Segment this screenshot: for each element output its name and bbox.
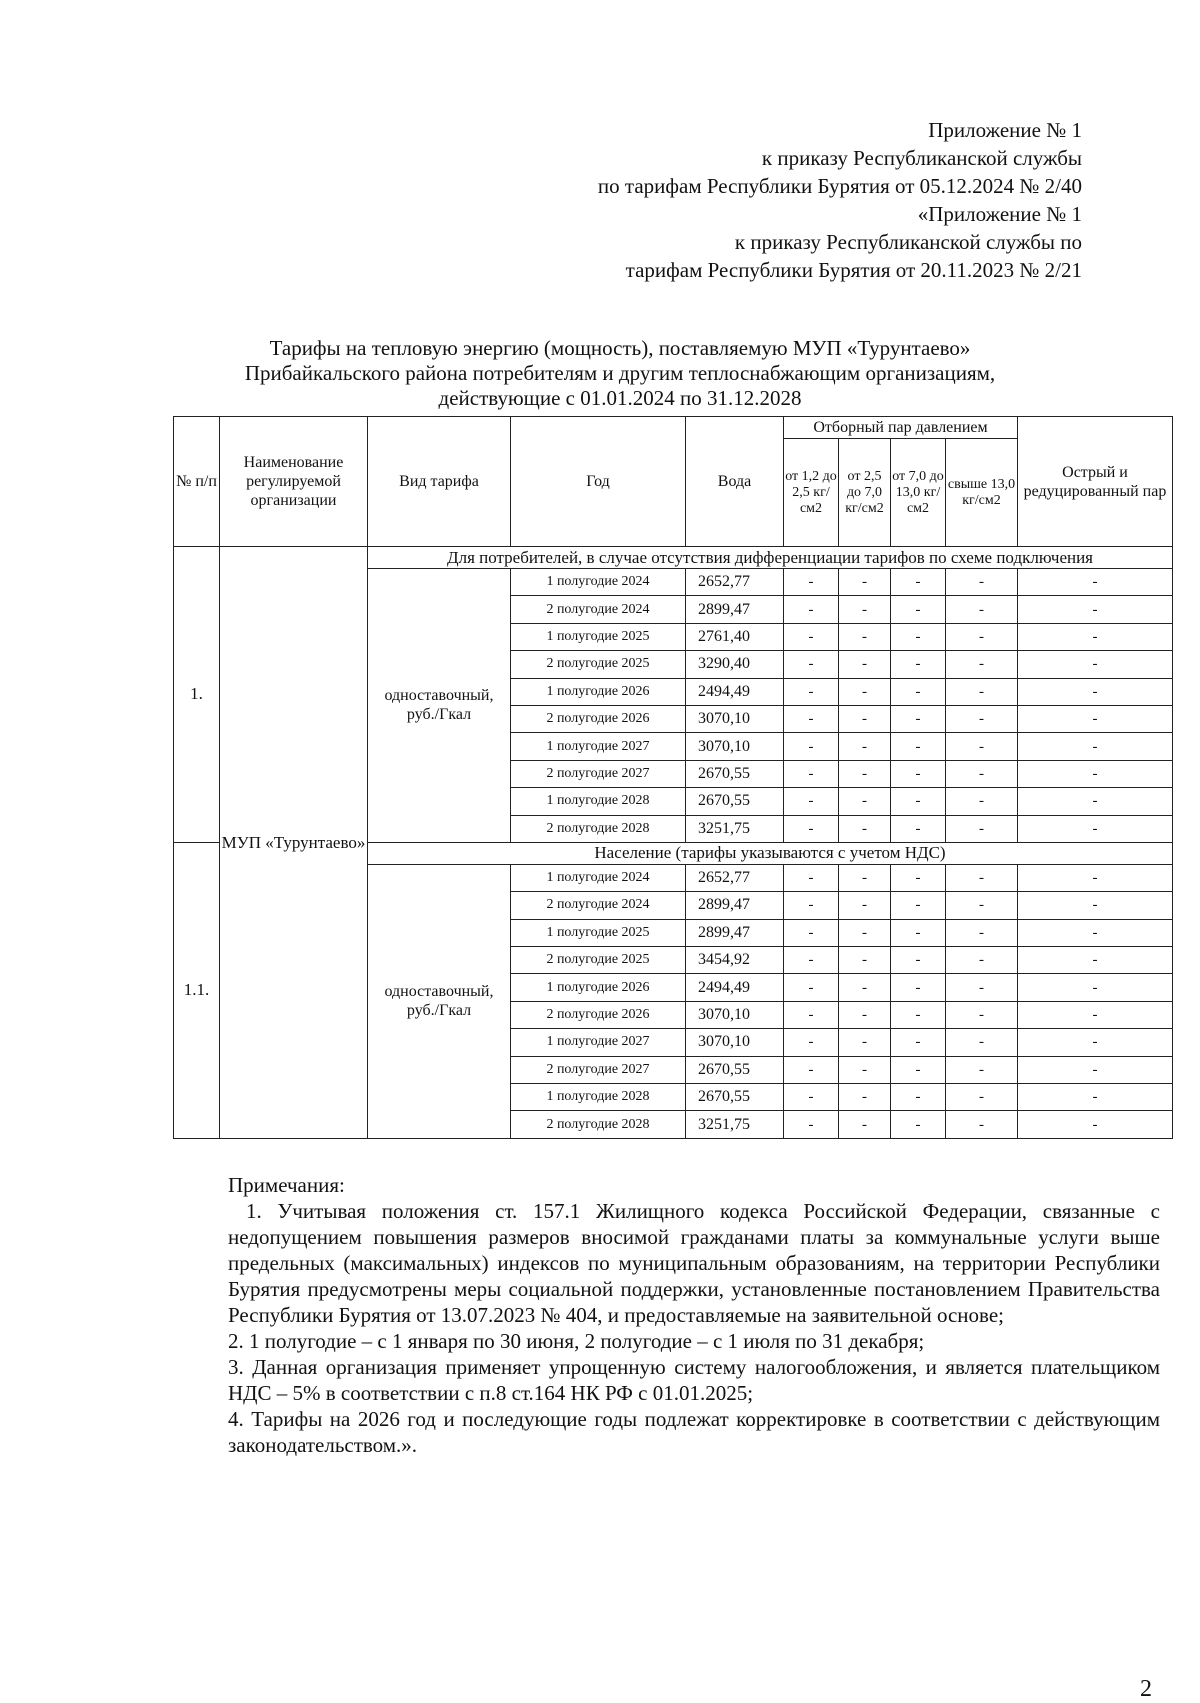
tariff-type: одноставочный, руб./Гкал bbox=[368, 569, 511, 843]
period-cell: 2 полугодие 2025 bbox=[511, 651, 686, 678]
col-header-org: Наименование регулируемой организации bbox=[220, 417, 368, 547]
header-line: к приказу Республиканской службы по bbox=[734, 230, 1082, 254]
col-header-year: Год bbox=[511, 417, 686, 547]
empty-value-cell: - bbox=[784, 864, 839, 891]
empty-value-cell: - bbox=[1018, 788, 1173, 815]
empty-value-cell: - bbox=[784, 623, 839, 650]
header-line: «Приложение № 1 bbox=[917, 202, 1082, 226]
water-value-cell: 2652,77 bbox=[686, 864, 784, 891]
empty-value-cell: - bbox=[784, 919, 839, 946]
title-line: действующие с 01.01.2024 по 31.12.2028 bbox=[438, 386, 802, 410]
empty-value-cell: - bbox=[839, 623, 891, 650]
water-value-cell: 3251,75 bbox=[686, 1111, 784, 1138]
empty-value-cell: - bbox=[839, 1111, 891, 1138]
period-cell: 1 полугодие 2027 bbox=[511, 733, 686, 760]
empty-value-cell: - bbox=[946, 892, 1018, 919]
empty-value-cell: - bbox=[1018, 892, 1173, 919]
section-number: 1. bbox=[174, 547, 220, 843]
empty-value-cell: - bbox=[1018, 760, 1173, 787]
water-value-cell: 2899,47 bbox=[686, 892, 784, 919]
period-cell: 1 полугодие 2026 bbox=[511, 974, 686, 1001]
period-cell: 2 полугодие 2025 bbox=[511, 947, 686, 974]
empty-value-cell: - bbox=[839, 974, 891, 1001]
col-header-pressure-3: от 7,0 до 13,0 кг/см2 bbox=[891, 439, 946, 547]
col-header-steam-group: Отборный пар давлением bbox=[784, 417, 1018, 439]
section-heading: Население (тарифы указываются с учетом НДС) bbox=[368, 842, 1173, 864]
empty-value-cell: - bbox=[891, 623, 946, 650]
empty-value-cell: - bbox=[1018, 947, 1173, 974]
empty-value-cell: - bbox=[784, 815, 839, 842]
empty-value-cell: - bbox=[946, 815, 1018, 842]
section-heading-row bbox=[174, 547, 1173, 569]
empty-value-cell: - bbox=[891, 569, 946, 596]
col-header-num: № п/п bbox=[174, 417, 220, 547]
empty-value-cell: - bbox=[946, 947, 1018, 974]
water-value-cell: 3454,92 bbox=[686, 947, 784, 974]
document-header bbox=[362, 116, 1082, 284]
empty-value-cell: - bbox=[891, 1111, 946, 1138]
empty-value-cell: - bbox=[946, 1056, 1018, 1083]
col-header-type: Вид тарифа bbox=[368, 417, 511, 547]
col-header-pressure-2: от 2,5 до 7,0 кг/см2 bbox=[839, 439, 891, 547]
empty-value-cell: - bbox=[784, 892, 839, 919]
empty-value-cell: - bbox=[946, 651, 1018, 678]
title-line: Тарифы на тепловую энергию (мощность), поставляемую МУП «Турунтаево» bbox=[269, 336, 971, 360]
water-value-cell: 3070,10 bbox=[686, 705, 784, 732]
empty-value-cell: - bbox=[839, 864, 891, 891]
period-cell: 1 полугодие 2026 bbox=[511, 678, 686, 705]
col-header-water: Вода bbox=[686, 417, 784, 547]
col-header-pressure-4: свыше 13,0 кг/см2 bbox=[946, 439, 1018, 547]
empty-value-cell: - bbox=[1018, 1056, 1173, 1083]
period-cell: 2 полугодие 2028 bbox=[511, 1111, 686, 1138]
empty-value-cell: - bbox=[946, 974, 1018, 1001]
section-heading: Для потребителей, в случае отсутствия дифференциации тарифов по схеме подключения bbox=[368, 547, 1173, 569]
water-value-cell: 2670,55 bbox=[686, 1084, 784, 1111]
empty-value-cell: - bbox=[891, 733, 946, 760]
water-value-cell: 2670,55 bbox=[686, 1056, 784, 1083]
section-number: 1.1. bbox=[174, 842, 220, 1138]
empty-value-cell: - bbox=[946, 1029, 1018, 1056]
empty-value-cell: - bbox=[1018, 651, 1173, 678]
water-value-cell: 2494,49 bbox=[686, 974, 784, 1001]
empty-value-cell: - bbox=[784, 651, 839, 678]
empty-value-cell: - bbox=[891, 788, 946, 815]
empty-value-cell: - bbox=[1018, 1029, 1173, 1056]
empty-value-cell: - bbox=[784, 733, 839, 760]
water-value-cell: 2761,40 bbox=[686, 623, 784, 650]
empty-value-cell: - bbox=[891, 705, 946, 732]
empty-value-cell: - bbox=[839, 919, 891, 946]
empty-value-cell: - bbox=[784, 1001, 839, 1028]
period-cell: 2 полугодие 2024 bbox=[511, 596, 686, 623]
col-header-sharp-steam: Острый и редуцированный пар bbox=[1018, 417, 1173, 547]
empty-value-cell: - bbox=[946, 623, 1018, 650]
empty-value-cell: - bbox=[891, 1001, 946, 1028]
empty-value-cell: - bbox=[946, 919, 1018, 946]
empty-value-cell: - bbox=[839, 1029, 891, 1056]
water-value-cell: 2899,47 bbox=[686, 919, 784, 946]
col-header-pressure-1: от 1,2 до 2,5 кг/см2 bbox=[784, 439, 839, 547]
empty-value-cell: - bbox=[1018, 569, 1173, 596]
water-value-cell: 3070,10 bbox=[686, 1001, 784, 1028]
note-item: 1. Учитывая положения ст. 157.1 Жилищного кодекса Российской Федерации, связанные с недопущением повышения размеров вносимой гражданами платы за коммунальные услуги выше предельных (максимальных) индексов по муниципальным образованиям, на территории Республики Бурятия предусмотрены меры социальной поддержки, установленные постановлением Правительства Республики Бурятия от 13.07.2023 № 404, и предоставляемые на заявительной основе; bbox=[228, 1199, 1160, 1327]
note-item: 3. Данная организация применяет упрощенную систему налогообложения, и является плательщиком НДС – 5% в соответствии с п.8 ст.164 НК РФ с 01.01.2025; bbox=[228, 1355, 1160, 1405]
empty-value-cell: - bbox=[1018, 919, 1173, 946]
empty-value-cell: - bbox=[784, 974, 839, 1001]
empty-value-cell: - bbox=[891, 651, 946, 678]
header-line: к приказу Республиканской службы bbox=[761, 146, 1082, 170]
empty-value-cell: - bbox=[839, 569, 891, 596]
empty-value-cell: - bbox=[839, 1084, 891, 1111]
empty-value-cell: - bbox=[891, 596, 946, 623]
empty-value-cell: - bbox=[839, 596, 891, 623]
empty-value-cell: - bbox=[891, 1056, 946, 1083]
period-cell: 2 полугодие 2028 bbox=[511, 815, 686, 842]
empty-value-cell: - bbox=[839, 892, 891, 919]
note-item: 2. 1 полугодие – с 1 января по 30 июня, 2 полугодие – с 1 июля по 31 декабря; bbox=[228, 1329, 925, 1353]
title-line: Прибайкальского района потребителям и другим теплоснабжающим организациям, bbox=[244, 361, 996, 385]
note-item: 4. Тарифы на 2026 год и последующие годы подлежат корректировке в соответствии с действующим законодательством.». bbox=[228, 1407, 1160, 1457]
empty-value-cell: - bbox=[1018, 1001, 1173, 1028]
empty-value-cell: - bbox=[784, 569, 839, 596]
empty-value-cell: - bbox=[784, 1056, 839, 1083]
period-cell: 1 полугодие 2025 bbox=[511, 623, 686, 650]
empty-value-cell: - bbox=[839, 733, 891, 760]
empty-value-cell: - bbox=[784, 1029, 839, 1056]
water-value-cell: 3070,10 bbox=[686, 1029, 784, 1056]
water-value-cell: 3070,10 bbox=[686, 733, 784, 760]
empty-value-cell: - bbox=[784, 705, 839, 732]
empty-value-cell: - bbox=[1018, 623, 1173, 650]
empty-value-cell: - bbox=[891, 760, 946, 787]
water-value-cell: 2652,77 bbox=[686, 569, 784, 596]
empty-value-cell: - bbox=[891, 919, 946, 946]
empty-value-cell: - bbox=[1018, 1084, 1173, 1111]
empty-value-cell: - bbox=[891, 864, 946, 891]
water-value-cell: 2670,55 bbox=[686, 788, 784, 815]
period-cell: 1 полугодие 2025 bbox=[511, 919, 686, 946]
empty-value-cell: - bbox=[891, 1084, 946, 1111]
empty-value-cell: - bbox=[946, 1111, 1018, 1138]
empty-value-cell: - bbox=[946, 788, 1018, 815]
period-cell: 1 полугодие 2028 bbox=[511, 788, 686, 815]
empty-value-cell: - bbox=[1018, 596, 1173, 623]
tariff-type: одноставочный, руб./Гкал bbox=[368, 864, 511, 1138]
document-title bbox=[160, 336, 1080, 411]
empty-value-cell: - bbox=[891, 678, 946, 705]
water-value-cell: 2899,47 bbox=[686, 596, 784, 623]
empty-value-cell: - bbox=[839, 947, 891, 974]
notes-title: Примечания: bbox=[228, 1173, 345, 1197]
empty-value-cell: - bbox=[946, 864, 1018, 891]
notes-section bbox=[228, 1172, 1160, 1458]
empty-value-cell: - bbox=[891, 947, 946, 974]
empty-value-cell: - bbox=[891, 892, 946, 919]
empty-value-cell: - bbox=[1018, 974, 1173, 1001]
empty-value-cell: - bbox=[784, 1084, 839, 1111]
empty-value-cell: - bbox=[891, 815, 946, 842]
period-cell: 2 полугодие 2027 bbox=[511, 760, 686, 787]
empty-value-cell: - bbox=[1018, 678, 1173, 705]
period-cell: 2 полугодие 2026 bbox=[511, 705, 686, 732]
empty-value-cell: - bbox=[1018, 1111, 1173, 1138]
empty-value-cell: - bbox=[891, 1029, 946, 1056]
period-cell: 1 полугодие 2027 bbox=[511, 1029, 686, 1056]
water-value-cell: 3290,40 bbox=[686, 651, 784, 678]
period-cell: 2 полугодие 2026 bbox=[511, 1001, 686, 1028]
empty-value-cell: - bbox=[839, 815, 891, 842]
empty-value-cell: - bbox=[946, 596, 1018, 623]
empty-value-cell: - bbox=[946, 705, 1018, 732]
period-cell: 2 полугодие 2027 bbox=[511, 1056, 686, 1083]
empty-value-cell: - bbox=[946, 1084, 1018, 1111]
header-line: Приложение № 1 bbox=[928, 118, 1082, 142]
empty-value-cell: - bbox=[784, 760, 839, 787]
empty-value-cell: - bbox=[839, 678, 891, 705]
period-cell: 2 полугодие 2024 bbox=[511, 892, 686, 919]
empty-value-cell: - bbox=[891, 974, 946, 1001]
empty-value-cell: - bbox=[784, 788, 839, 815]
empty-value-cell: - bbox=[784, 1111, 839, 1138]
water-value-cell: 2670,55 bbox=[686, 760, 784, 787]
water-value-cell: 2494,49 bbox=[686, 678, 784, 705]
empty-value-cell: - bbox=[1018, 733, 1173, 760]
org-name: МУП «Турунтаево» bbox=[220, 547, 368, 1139]
period-cell: 1 полугодие 2024 bbox=[511, 569, 686, 596]
empty-value-cell: - bbox=[784, 596, 839, 623]
empty-value-cell: - bbox=[946, 1001, 1018, 1028]
empty-value-cell: - bbox=[1018, 864, 1173, 891]
empty-value-cell: - bbox=[946, 678, 1018, 705]
period-cell: 1 полугодие 2024 bbox=[511, 864, 686, 891]
page-number: 2 bbox=[1140, 1676, 1152, 1702]
empty-value-cell: - bbox=[946, 733, 1018, 760]
empty-value-cell: - bbox=[1018, 705, 1173, 732]
empty-value-cell: - bbox=[946, 760, 1018, 787]
header-line: тарифам Республики Бурятия от 20.11.2023 № 2/21 bbox=[625, 258, 1082, 282]
empty-value-cell: - bbox=[946, 569, 1018, 596]
empty-value-cell: - bbox=[839, 788, 891, 815]
tariff-table bbox=[173, 416, 1173, 1139]
empty-value-cell: - bbox=[839, 1001, 891, 1028]
header-line: по тарифам Республики Бурятия от 05.12.2024 № 2/40 bbox=[597, 174, 1082, 198]
water-value-cell: 3251,75 bbox=[686, 815, 784, 842]
empty-value-cell: - bbox=[784, 678, 839, 705]
empty-value-cell: - bbox=[784, 947, 839, 974]
empty-value-cell: - bbox=[839, 705, 891, 732]
empty-value-cell: - bbox=[839, 760, 891, 787]
empty-value-cell: - bbox=[1018, 815, 1173, 842]
empty-value-cell: - bbox=[839, 1056, 891, 1083]
empty-value-cell: - bbox=[839, 651, 891, 678]
period-cell: 1 полугодие 2028 bbox=[511, 1084, 686, 1111]
